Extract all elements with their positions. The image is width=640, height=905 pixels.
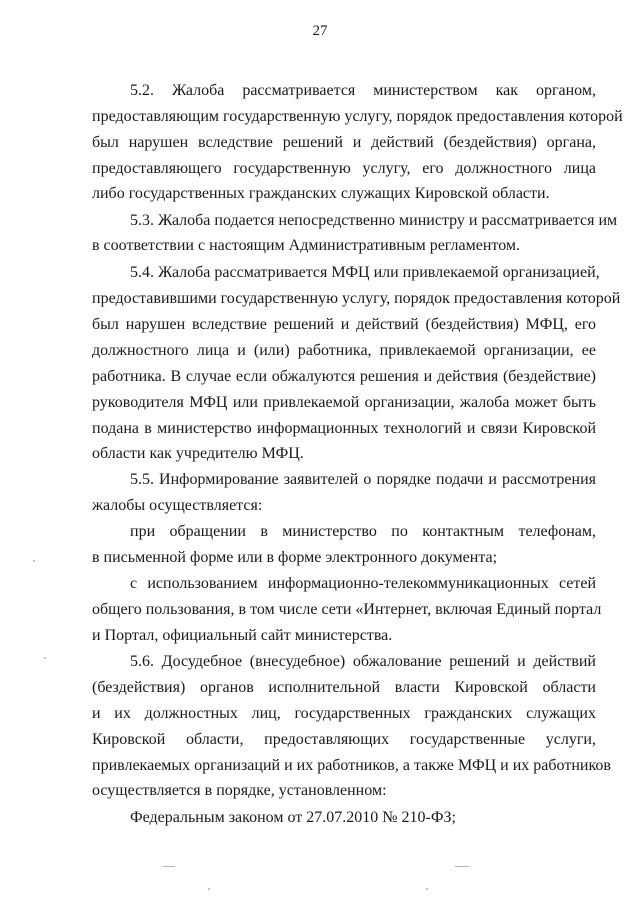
text-line: осуществляется в порядке, установленном: xyxy=(92,782,387,799)
text-line: Федеральным законом от 27.07.2010 № 210-ФЗ; xyxy=(130,809,456,826)
text-line: 5.6. Досудебное (внесудебное) обжалование решений и действий xyxy=(130,653,596,670)
text-line: и Портал, официальный сайт министерства. xyxy=(92,627,393,644)
text-line: Кировской области, предоставляющих государственные услуги, xyxy=(92,731,596,748)
text-line: при обращении в министерство по контактным телефонам, xyxy=(130,523,596,540)
text-line: либо государственных гражданских служащих Кировской области. xyxy=(92,185,550,202)
text-line: подана в министерство информационных технологий и связи Кировской xyxy=(92,420,596,437)
text-line: в соответствии с настоящим Административным регламентом. xyxy=(92,237,521,254)
text-line: в письменной форме или в форме электронного документа; xyxy=(92,549,498,566)
text-line: предоставляющим государственную услугу, порядок предоставления которой xyxy=(92,108,623,125)
scan-mark xyxy=(455,866,469,867)
text-line: 5.5. Информирование заявителей о порядке подачи и рассмотрения xyxy=(130,471,596,488)
text-line: работника. В случае если обжалуются решения и действия (бездействие) xyxy=(92,368,596,385)
text-line: (бездействия) органов исполнительной власти Кировской области xyxy=(92,679,596,696)
text-line: был нарушен вследствие решений и действий (бездействия) МФЦ, его xyxy=(92,316,596,333)
text-line: 5.4. Жалоба рассматривается МФЦ или привлекаемой организацией, xyxy=(130,264,600,281)
text-line: руководителя МФЦ или привлекаемой организации, жалоба может быть xyxy=(92,394,596,411)
scan-speck xyxy=(208,888,210,890)
text-line: должностного лица и (или) работника, привлекаемой организации, ее xyxy=(92,342,596,359)
text-line: был нарушен вследствие решений и действий (бездействия) органа, xyxy=(92,134,596,151)
text-line: области как учредителю МФЦ. xyxy=(92,445,304,462)
scan-mark xyxy=(163,866,175,867)
text-line: и их должностных лиц, государственных гражданских служащих xyxy=(92,705,596,722)
scan-speck xyxy=(44,657,46,659)
text-line: жалобы осуществляется: xyxy=(92,497,263,514)
scan-speck xyxy=(426,888,428,890)
text-line: 5.3. Жалоба подается непосредственно министру и рассматривается им xyxy=(130,212,618,229)
page-number: 27 xyxy=(312,23,328,39)
scan-speck xyxy=(33,560,35,562)
text-line: общего пользования, в том числе сети «Интернет, включая Единый портал xyxy=(92,601,602,618)
text-line: привлекаемых организаций и их работников, а также МФЦ и их работников xyxy=(92,757,611,774)
text-line: 5.2. Жалоба рассматривается министерством как органом, xyxy=(130,82,596,99)
text-line: предоставляющего государственную услугу, его должностного лица xyxy=(92,160,596,177)
text-line: предоставившими государственную услугу, порядок предоставления которой xyxy=(92,290,621,307)
text-line: с использованием информационно-телекоммуникационных сетей xyxy=(130,575,596,592)
